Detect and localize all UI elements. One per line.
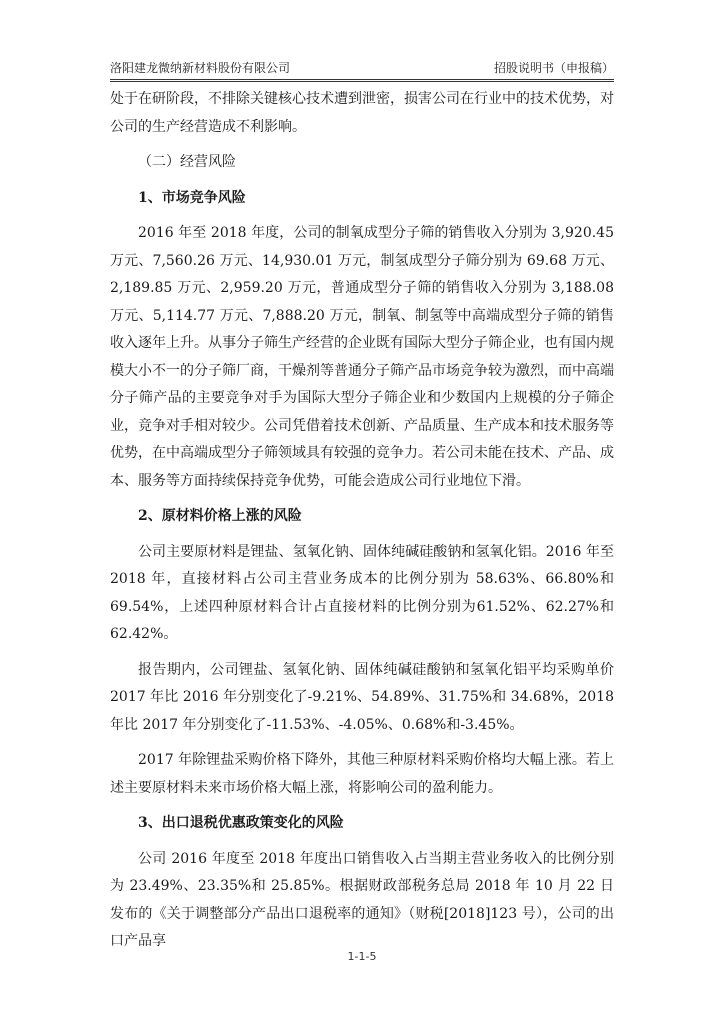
intro-paragraph: 处于在研阶段，不排除关键核心技术遭到泄密，损害公司在行业中的技术优势，对公司的生产经营造成不利影响。 <box>110 91 614 135</box>
paragraph-market-competition: 2016 年至 2018 年度，公司的制氧成型分子筛的销售收入分别为 3,920.45 万元、7,560.26 万元、14,930.01 万元，制氢成型分子筛分别为 69.68 万元、2,189.85 万元、2,959.20 万元，普通成型分子筛的销售收入分别为 3,188.08 万元、5,114.77 万元、7,888.20 万元，制氧、制氢等中高端成型分子筛的销售收入逐年上升。从事分子筛生产经营的企业既有国际大型分子筛企业，也有国内规模大小不一的分子筛厂商，干燥剂等普通分子筛产品市场竞争较为激烈，而中高端分子筛产品的主要竞争对手为国际大型分子筛企业和少数国内上规模的分子筛企业，竞争对手相对较少。公司凭借着技术创新、产品质量、生产成本和技术服务等优势，在中高端成型分子筛领域具有较强的竞争力。若公司未能在技术、产品、成本、服务等方面持续保持竞争优势，可能会造成公司行业地位下滑。 <box>110 225 614 489</box>
paragraph-raw-materials-price-change: 报告期内，公司锂盐、氢氧化钠、固体纯碱硅酸钠和氢氧化铝平均采购单价 2017 年比 2016 年分别变化了-9.21%、54.89%、31.75%和 34.68%，2018 年比 2017 年分别变化了-11.53%、-4.05%、0.68%和-3.45%。 <box>110 661 614 733</box>
paragraph-raw-materials-share: 公司主要原材料是锂盐、氢氧化钠、固体纯碱硅酸钠和氢氧化铝。2016 年至 2018 年，直接材料占公司主营业务成本的比例分别为 58.63%、66.80%和69.54%，上述四种原材料合计占直接材料的比例分别为61.52%、62.27%和62.42%。 <box>110 543 614 642</box>
header-company-name: 洛阳建龙微纳新材料股份有限公司 <box>110 61 291 75</box>
paragraph-export-tax-rebate: 公司 2016 年度至 2018 年度出口销售收入占当期主营业务收入的比例分别为 23.49%、23.35%和 25.85%。根据财政部税务总局 2018 年 10 月 22 日发布的《关于调整部分产品出口退税率的通知》（财税[2018]123 号），公司的出口产品享 <box>110 850 614 949</box>
page-header <box>110 58 614 78</box>
header-document-title: 招股说明书（申报稿） <box>493 61 614 75</box>
heading-export-tax-rebate-risk: 3、出口退税优惠政策变化的风险 <box>138 815 344 831</box>
heading-raw-material-price-risk: 2、原材料价格上涨的风险 <box>138 508 302 524</box>
header-divider <box>110 79 614 82</box>
page-body <box>110 86 614 964</box>
paragraph-raw-materials-outlook: 2017 年除锂盐采购价格下降外，其他三种原材料采购价格均大幅上涨。若上述主要原材料未来市场价格大幅上涨，将影响公司的盈利能力。 <box>110 752 614 796</box>
section-heading-operational-risk: （二）经营风险 <box>138 154 236 170</box>
page-number: 1-1-5 <box>347 950 377 963</box>
heading-market-competition-risk: 1、市场竞争风险 <box>138 189 246 206</box>
